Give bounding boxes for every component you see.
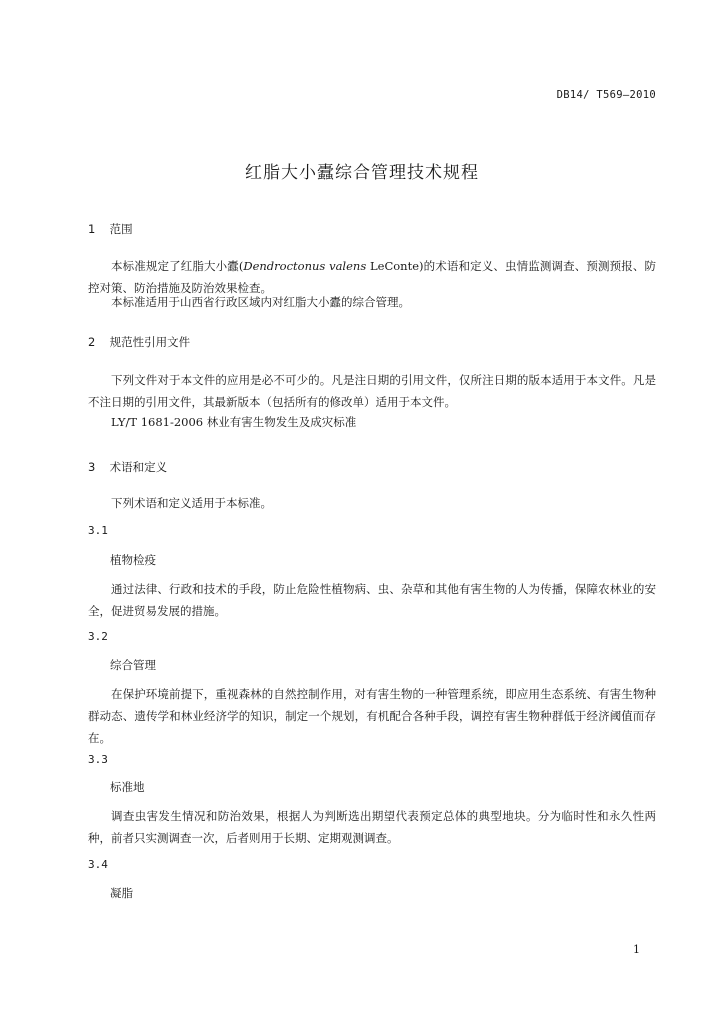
section-2-heading [88, 334, 190, 350]
section-title: 术语和定义 [109, 460, 168, 474]
term-number: 3.1 [88, 524, 108, 537]
scope-paragraph-2: 本标准适用于山西省行政区域内对红脂大小蠹的综合管理。 [111, 295, 410, 309]
section-title: 范围 [109, 222, 133, 236]
section-3-heading [88, 459, 167, 475]
scope-text-post: LeConte)的术语和定义、虫情监测调查、预测预报、防控对策、防治措施及防治效果检查。 [88, 259, 656, 295]
normative-reference: LY/T 1681-2006 林业有害生物发生及成灾标准 [111, 415, 357, 429]
section-title: 规范性引用文件 [109, 335, 191, 349]
term-number: 3.3 [88, 753, 108, 766]
term-definition: 在保护环境前提下，重视森林的自然控制作用，对有害生物的一种管理系统，即应用生态系统、有害生物种群动态、遗传学和林业经济学的知识，制定一个规划，有机配合各种手段，调控有害生物种群低于经济阈值而存在。 [88, 687, 656, 745]
term-name: 植物检疫 [110, 553, 156, 567]
latin-species-name: Dendroctonus valens [243, 259, 367, 273]
section-number: 1 [88, 222, 96, 236]
document-title: 红脂大小蠹综合管理技术规程 [245, 163, 479, 183]
term-name: 凝脂 [110, 886, 133, 900]
term-definition: 通过法律、行政和技术的手段，防止危险性植物病、虫、杂草和其他有害生物的人为传播，保障农林业的安全，促进贸易发展的措施。 [88, 582, 656, 618]
section-number: 3 [88, 460, 96, 474]
section-1-heading [88, 221, 133, 237]
term-name: 综合管理 [110, 658, 156, 672]
term-name: 标准地 [110, 780, 145, 794]
page-number: 1 [633, 943, 640, 956]
term-number: 3.2 [88, 630, 108, 643]
standard-code: DB14/ T569—2010 [556, 89, 656, 101]
scope-text-pre: 本标准规定了红脂大小蠹( [111, 259, 244, 273]
section-number: 2 [88, 335, 96, 349]
term-number: 3.4 [88, 858, 108, 871]
normative-paragraph: 下列文件对于本文件的应用是必不可少的。凡是注日期的引用文件，仅所注日期的版本适用于本文件。凡是不注日期的引用文件，其最新版本（包括所有的修改单）适用于本文件。 [88, 373, 656, 409]
terms-intro: 下列术语和定义适用于本标准。 [111, 496, 272, 510]
term-definition: 调查虫害发生情况和防治效果，根据人为判断选出期望代表预定总体的典型地块。分为临时性和永久性两种，前者只实测调查一次，后者则用于长期、定期观测调查。 [88, 809, 656, 845]
